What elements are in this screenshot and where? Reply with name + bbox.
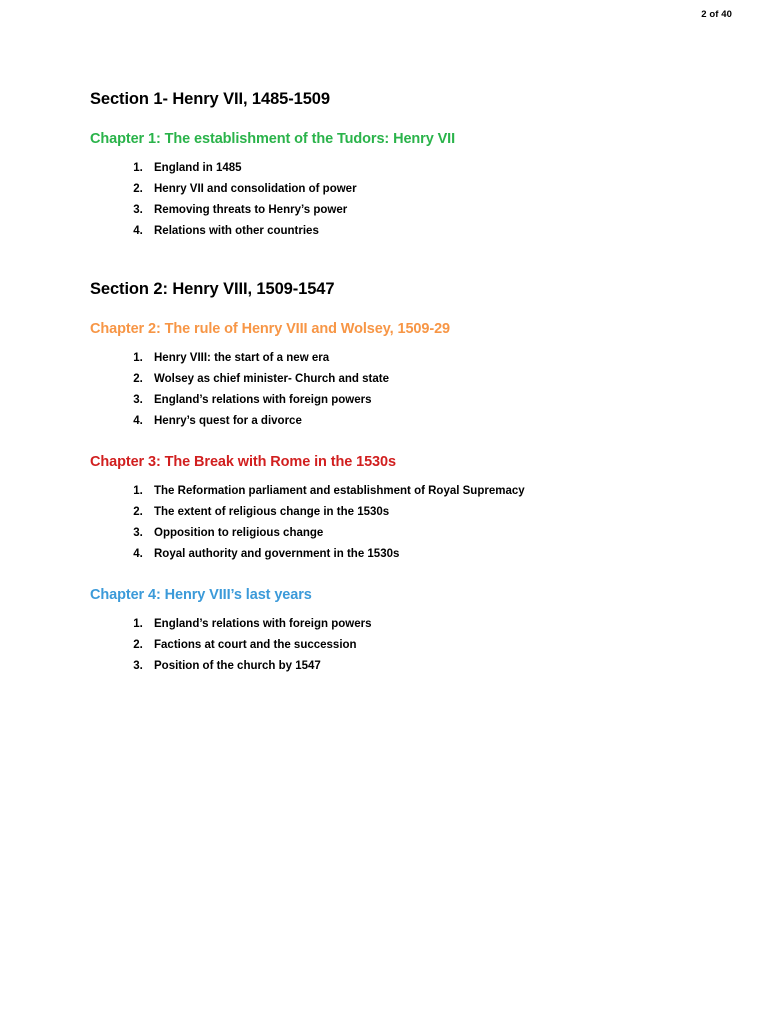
chapter-block xyxy=(90,131,690,238)
section-title: Section 2: Henry VIII, 1509-1547 xyxy=(90,280,335,298)
list-item: 3. Opposition to religious change xyxy=(146,526,690,540)
section-block xyxy=(90,90,690,238)
list-item: 1. England’s relations with foreign powers xyxy=(146,617,690,631)
list-item: 4. Henry’s quest for a divorce xyxy=(146,414,690,428)
section-block xyxy=(90,280,690,673)
page-number: 2 of 40 xyxy=(701,9,732,20)
topic-list xyxy=(90,617,690,673)
topic-list xyxy=(90,161,690,238)
list-item: 2. Factions at court and the succession xyxy=(146,638,690,652)
list-item: 1. England in 1485 xyxy=(146,161,690,175)
topic-list xyxy=(90,351,690,428)
chapter-title: Chapter 4: Henry VIII’s last years xyxy=(90,587,312,603)
topic-list xyxy=(90,484,690,561)
list-item: 1. Henry VIII: the start of a new era xyxy=(146,351,690,365)
list-item: 4. Relations with other countries xyxy=(146,224,690,238)
list-item: 4. Royal authority and government in the 1530s xyxy=(146,547,690,561)
list-item: 2. The extent of religious change in the 1530s xyxy=(146,505,690,519)
chapter-block xyxy=(90,454,690,561)
section-title: Section 1- Henry VII, 1485-1509 xyxy=(90,90,330,108)
list-item: 2. Henry VII and consolidation of power xyxy=(146,182,690,196)
chapter-title: Chapter 2: The rule of Henry VIII and Wolsey, 1509-29 xyxy=(90,321,450,337)
list-item: 1. The Reformation parliament and establishment of Royal Supremacy xyxy=(146,484,690,498)
chapter-title: Chapter 1: The establishment of the Tudors: Henry VII xyxy=(90,131,456,147)
list-item: 2. Wolsey as chief minister- Church and state xyxy=(146,372,690,386)
document-body xyxy=(90,90,690,673)
list-item: 3. Position of the church by 1547 xyxy=(146,659,690,673)
list-item: 3. England’s relations with foreign powers xyxy=(146,393,690,407)
list-item: 3. Removing threats to Henry’s power xyxy=(146,203,690,217)
chapter-block xyxy=(90,321,690,428)
chapter-title: Chapter 3: The Break with Rome in the 1530s xyxy=(90,454,396,470)
chapter-block xyxy=(90,587,690,673)
